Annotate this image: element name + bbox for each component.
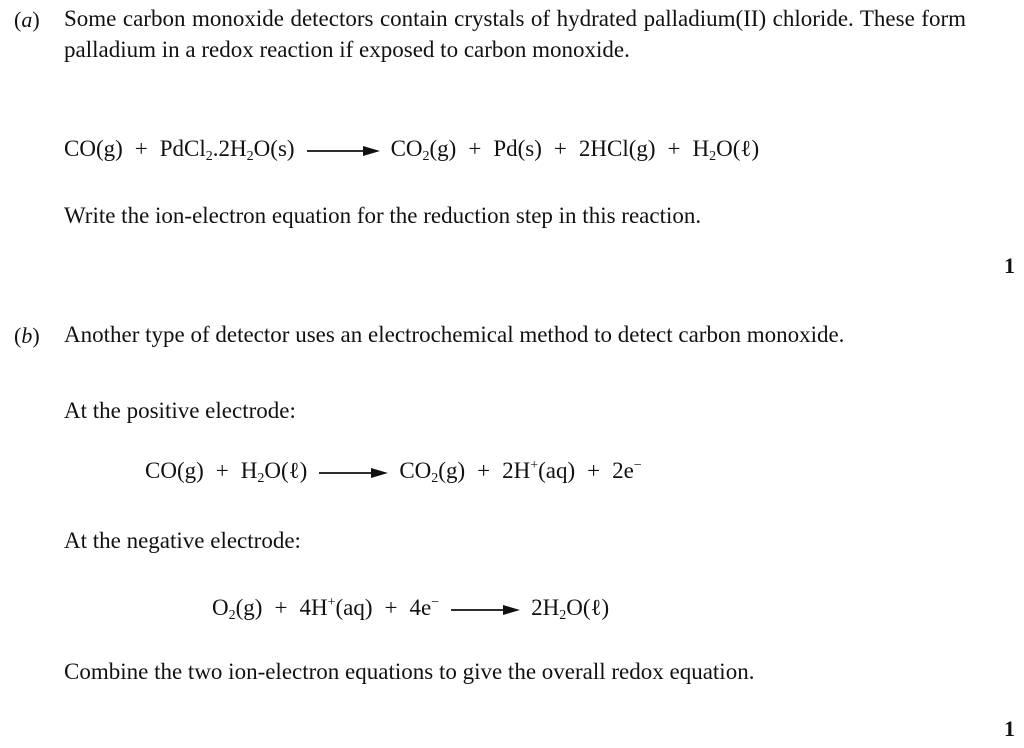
eq-term: $CO_2(g)$ [399,458,466,486]
part-b-label: (b) [14,323,40,348]
eq-term: 2HCl(g) [578,136,656,161]
plus-sign: + [468,136,482,161]
plus-sign: + [384,595,398,620]
eq-term: 2H+(aq) [502,458,576,483]
part-a-equation [64,133,759,164]
eq-term: CO(g) [145,458,204,483]
reaction-arrow-icon [317,467,389,479]
reaction-arrow-icon [305,145,381,157]
eq-term: $PdCl_2.2H_2O(s)$ [159,136,295,164]
plus-sign: + [587,458,601,483]
eq-term: 4e− [409,595,440,620]
plus-sign: + [134,136,148,161]
eq-term: $H_2O(\ell)$ [692,136,760,164]
eq-term: Pd(s) [493,136,542,161]
plus-sign: + [477,458,491,483]
part-a-intro: Some carbon monoxide detectors contain crystals of hydrated palladium(II) chloride. These form palladium in a redox reaction if exposed to carbon monoxide. [64,6,966,62]
eq-term: $O_2(g)$ [212,595,263,623]
positive-electrode-equation [145,455,642,486]
positive-electrode-heading: At the positive electrode: [64,398,296,423]
negative-electrode-equation [212,592,609,623]
eq-term: $2H_2O(\ell)$ [531,595,610,623]
part-b-question: Combine the two ion-electron equations to give the overall redox equation. [64,659,755,684]
part-b-intro: Another type of detector uses an electrochemical method to detect carbon monoxide. [64,322,845,347]
part-a-label: (a) [14,7,40,32]
plus-sign: + [215,458,229,483]
eq-term: $H_2O(\ell)$ [240,458,308,486]
eq-term: $CO_2(g)$ [390,136,457,164]
plus-sign: + [667,136,681,161]
part-b-marks: 1 [1004,716,1015,741]
eq-term: CO(g) [64,136,123,161]
part-a-marks: 1 [1004,253,1015,278]
plus-sign: + [274,595,288,620]
eq-term: 4H+(aq) [299,595,373,620]
eq-term: 2e− [612,458,642,483]
plus-sign: + [553,136,567,161]
reaction-arrow-icon [449,604,521,616]
negative-electrode-heading: At the negative electrode: [64,528,301,553]
part-a-question: Write the ion-electron equation for the reduction step in this reaction. [64,203,702,228]
